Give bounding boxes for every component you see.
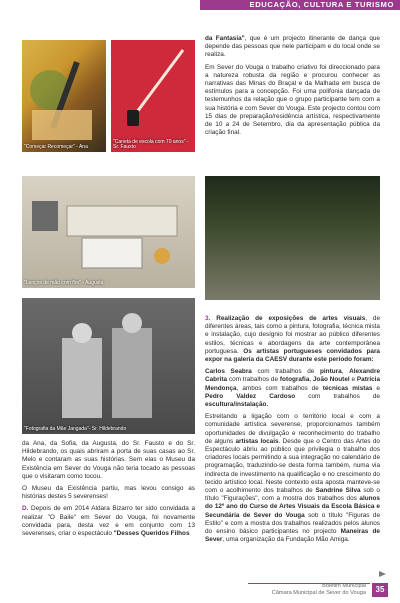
- section-header: EDUCAÇÃO, CULTURA E TURISMO: [200, 0, 400, 10]
- left-para-d: [22, 505, 195, 538]
- left-text-column: [22, 440, 195, 542]
- section-3-bold: Os artistas portugueses convidados para expor na galeria da CAESV durante este período foram:: [205, 347, 380, 364]
- artists-text-16: com trabalhos de: [295, 392, 380, 400]
- photo-1-art: [22, 40, 106, 152]
- final-text-2: . Desde que o Centro das Artes do Espectáculo abriu ao público que privilegia o trabalho dos criadores locais permitindo a sua integração no calendário de programação, traduzindo-se desta forma também, numa via indirecta de investimento na qualificação e no crescimento do tecido artístico local. Neste contexto esta aposta manteve-se com o acolhimento dos trabalhos de: [205, 437, 380, 495]
- photo-2-caption: "Caneta de escola com 70 anos" - Sr. Fausto: [113, 138, 189, 151]
- right-para-2: Em Sever do Vouga o trabalho criativo foi direccionado para a natureza robusta da região e procurou conhecer as narrativas das Minas do Braçal e da Malhada em busca de estímulos para a concepção. Foi uma polifonia dançada de testemunhos da relação que o grupo participante tem com a sua história e com Sever do Vouga. Este projecto contou com 15 dias de preparação/residência artística, respectivamente de 10 a 24 de Setembro, dia da apresentação pública da criação final.: [205, 63, 380, 137]
- artists-text-4: ,: [341, 368, 350, 376]
- left-para-2: O Museu da Existência partiu, mas levou consigo as histórias destes 5 severenses!: [22, 485, 195, 501]
- right-bottom-text: [205, 315, 380, 548]
- page-footer: [248, 583, 388, 597]
- final-text-4: sob o título "Figuras de Estilo" e com a mostra dos trabalhos realizados pelos alunos do ensino básico participantes no projecto: [205, 511, 380, 536]
- artist-alexandre-cabrita: Alexandre Cabrita: [205, 368, 380, 384]
- footer-publication: Boletim Municipal: [322, 583, 366, 589]
- artists-text-6: com trabalhos de: [227, 376, 280, 384]
- artist-patricia-mendonca: Patrícia Mendonça: [205, 376, 380, 392]
- final-bold-4: Maneiras de Sever: [205, 528, 380, 544]
- left-para-1: da Ana, da Sofia, da Augusta, do Sr. Fausto e do Sr. Hildebrando, os quais abriram a porta de suas casas ao Sr. Melo e contaram as suas histórias. Sem elas o Museu da Existência em Sever do Vouga não teria tocado as pessoas que o visitaram como tocou.: [22, 440, 195, 480]
- final-text-1: Estreitando a ligação com o território local e com a comunidade artística severense, proporcionamos também oportunidades de divulgação e reconhecimento do trabalho de alguns: [205, 413, 380, 445]
- artists-text-10: e: [349, 376, 357, 384]
- footer-publisher: Câmara Municipal de Sever do Vouga: [271, 590, 366, 596]
- artists-text-8: ,: [309, 376, 313, 384]
- continue-arrow-icon: [379, 571, 386, 577]
- right-top-text: [205, 35, 380, 141]
- artists-text-14: e: [372, 384, 380, 392]
- right-para-1-bold: da Fantasia": [205, 35, 245, 42]
- right-para-1-rest: , que é um projecto itinerante de dança que depende das pessoas que nele participam e do local onde se realiza.: [205, 35, 380, 59]
- photo-3-caption: "Lenços de mão com flor" - Augusta: [24, 280, 104, 287]
- section-3: [205, 315, 380, 364]
- page-number: 35: [372, 583, 388, 597]
- photo-lencos-de-mao: [22, 176, 195, 288]
- photo-3-art: [22, 176, 195, 288]
- photo-4-caption: "Fotografia da Mãe Jangada"- Sr. Hildebrando: [24, 426, 127, 433]
- artists-text-12: , ambos com trabalhos de: [236, 384, 323, 392]
- item-d-bold: "Desses Queridos Filhos: [113, 530, 190, 538]
- final-bold-2: Sandrine Silva: [315, 487, 361, 495]
- right-para-1: [205, 35, 380, 60]
- photo-caneta-escola: [111, 40, 195, 152]
- item-d-label: D.: [22, 505, 29, 513]
- photo-4-art: [22, 298, 195, 434]
- photo-comecar-recomecar: [22, 40, 106, 152]
- artists-text-7: fotografia: [279, 376, 310, 384]
- final-text-5: , uma organização da Fundação Mão Amiga.: [222, 536, 350, 544]
- artists-text-2: com trabalhos de: [251, 368, 320, 376]
- final-paragraph: [205, 413, 380, 544]
- photo-group-performance: [205, 176, 380, 300]
- artists-text-13: técnicas mistas: [322, 384, 373, 392]
- final-bold-1: artistas locais: [235, 437, 279, 445]
- artist-carlos-seabra: Carlos Seabra: [205, 368, 252, 376]
- artist-joao-noutel: João Noutel: [313, 376, 350, 384]
- item-d-text: Depois de em 2014 Aldara Bizarro ter sido convidada a realizar "O Baile" em Sever do Vouga, foi novamente convidada para, desta vez e em conjunto com 13 severenses, criar o espectáculo: [22, 505, 196, 538]
- section-3-title: Realização de exposições de artes visuais: [216, 315, 366, 322]
- final-bold-3: alunos do 12º ano do Curso de Artes Visuais da Escola Básica e Secundária de Sever do Vouga: [205, 495, 380, 519]
- photo-1-caption: "Começar Recomeçar" - Ana: [24, 144, 88, 151]
- section-3-number: 3.: [205, 315, 211, 322]
- artist-pedro-valdez-cardoso: Pedro Valdez Cardoso: [205, 392, 296, 400]
- photo-2-art: [111, 40, 195, 152]
- artists-text-3: pintura: [320, 368, 342, 376]
- final-text-3: sob o título "Figurações", com a mostra dos trabalhos dos: [205, 487, 380, 503]
- section-3-rest: , de diferentes áreas, tais como a pintura, fotografia, técnica mista e instalação, cujo desígnio foi mostrar ao público diferentes estilos, técnicas e abordagens da arte contemporânea portuguesa.: [205, 315, 380, 355]
- photo-mae-jangada: [22, 298, 195, 434]
- artists-text-17: escultura/instalação.: [205, 401, 269, 409]
- artists-list: [205, 368, 380, 409]
